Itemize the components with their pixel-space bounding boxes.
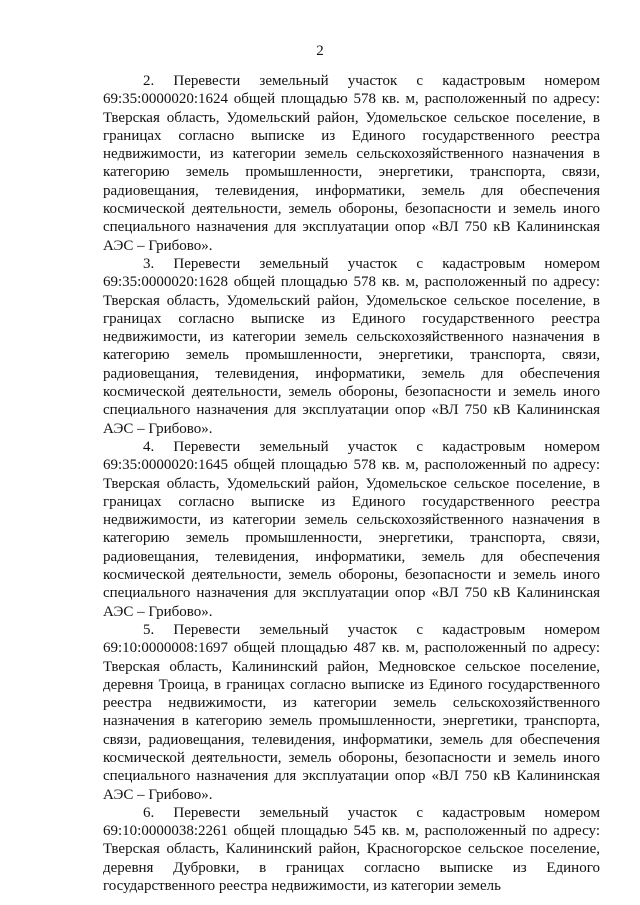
paragraph-item-4: 4. Перевести земельный участок с кадастровым номером 69:35:0000020:1645 общей площадью 578 кв. м, расположенный по адресу: Тверская область, Удомельский район, Удомельское сельское поселение, в границах согласно выписке из Единого государственного реестра недвижимости, из категории земель сельскохозяйственного назначения в категорию земель промышленности, энергетики, транспорта, связи, радиовещания, телевидения, информатики, земель для обеспечения космической деятельности, земель обороны, безопасности и земель иного специального назначения для эксплуатации опор «ВЛ 750 кВ Калининская АЭС – Грибово».: [103, 438, 600, 620]
paragraph-item-2: 2. Перевести земельный участок с кадастровым номером 69:35:0000020:1624 общей площадью 578 кв. м, расположенный по адресу: Тверская область, Удомельский район, Удомельское сельское поселение, в границах согласно выписке из Единого государственного реестра недвижимости, из категории земель сельскохозяйственного назначения в категорию земель промышленности, энергетики, транспорта, связи, радиовещания, телевидения, информатики, земель для обеспечения космической деятельности, земель обороны, безопасности и земель иного специального назначения для эксплуатации опор «ВЛ 750 кВ Калининская АЭС – Грибово».: [103, 73, 600, 254]
page-number: 2: [316, 43, 324, 59]
document-body: [103, 72, 600, 895]
paragraph-item-5: 5. Перевести земельный участок с кадастровым номером 69:10:0000008:1697 общей площадью 487 кв. м, расположенный по адресу: Тверская область, Калининский район, Медновское сельское поселение, деревня Троица, в границах согласно выписке из Единого государственного реестра недвижимости, из категории земель сельскохозяйственного назначения в категорию земель промышленности, энергетики, транспорта, связи, радиовещания, телевидения, информатики, земель для обеспечения космической деятельности, земель обороны, безопасности и земель иного специального назначения для эксплуатации опор «ВЛ 750 кВ Калининская АЭС – Грибово».: [103, 621, 600, 803]
paragraph-item-6: 6. Перевести земельный участок с кадастровым номером 69:10:0000038:2261 общей площадью 545 кв. м, расположенный по адресу: Тверская область, Калининский район, Красногорское сельское поселение, деревня Дубровки, в границах согласно выписке из Единого государственного реестра недвижимости, из категории земель: [103, 804, 600, 895]
paragraph-item-3: 3. Перевести земельный участок с кадастровым номером 69:35:0000020:1628 общей площадью 578 кв. м, расположенный по адресу: Тверская область, Удомельский район, Удомельское сельское поселение, в границах согласно выписке из Единого государственного реестра недвижимости, из категории земель сельскохозяйственного назначения в категорию земель промышленности, энергетики, транспорта, связи, радиовещания, телевидения, информатики, земель для обеспечения космической деятельности, земель обороны, безопасности и земель иного специального назначения для эксплуатации опор «ВЛ 750 кВ Калининская АЭС – Грибово».: [103, 255, 600, 437]
